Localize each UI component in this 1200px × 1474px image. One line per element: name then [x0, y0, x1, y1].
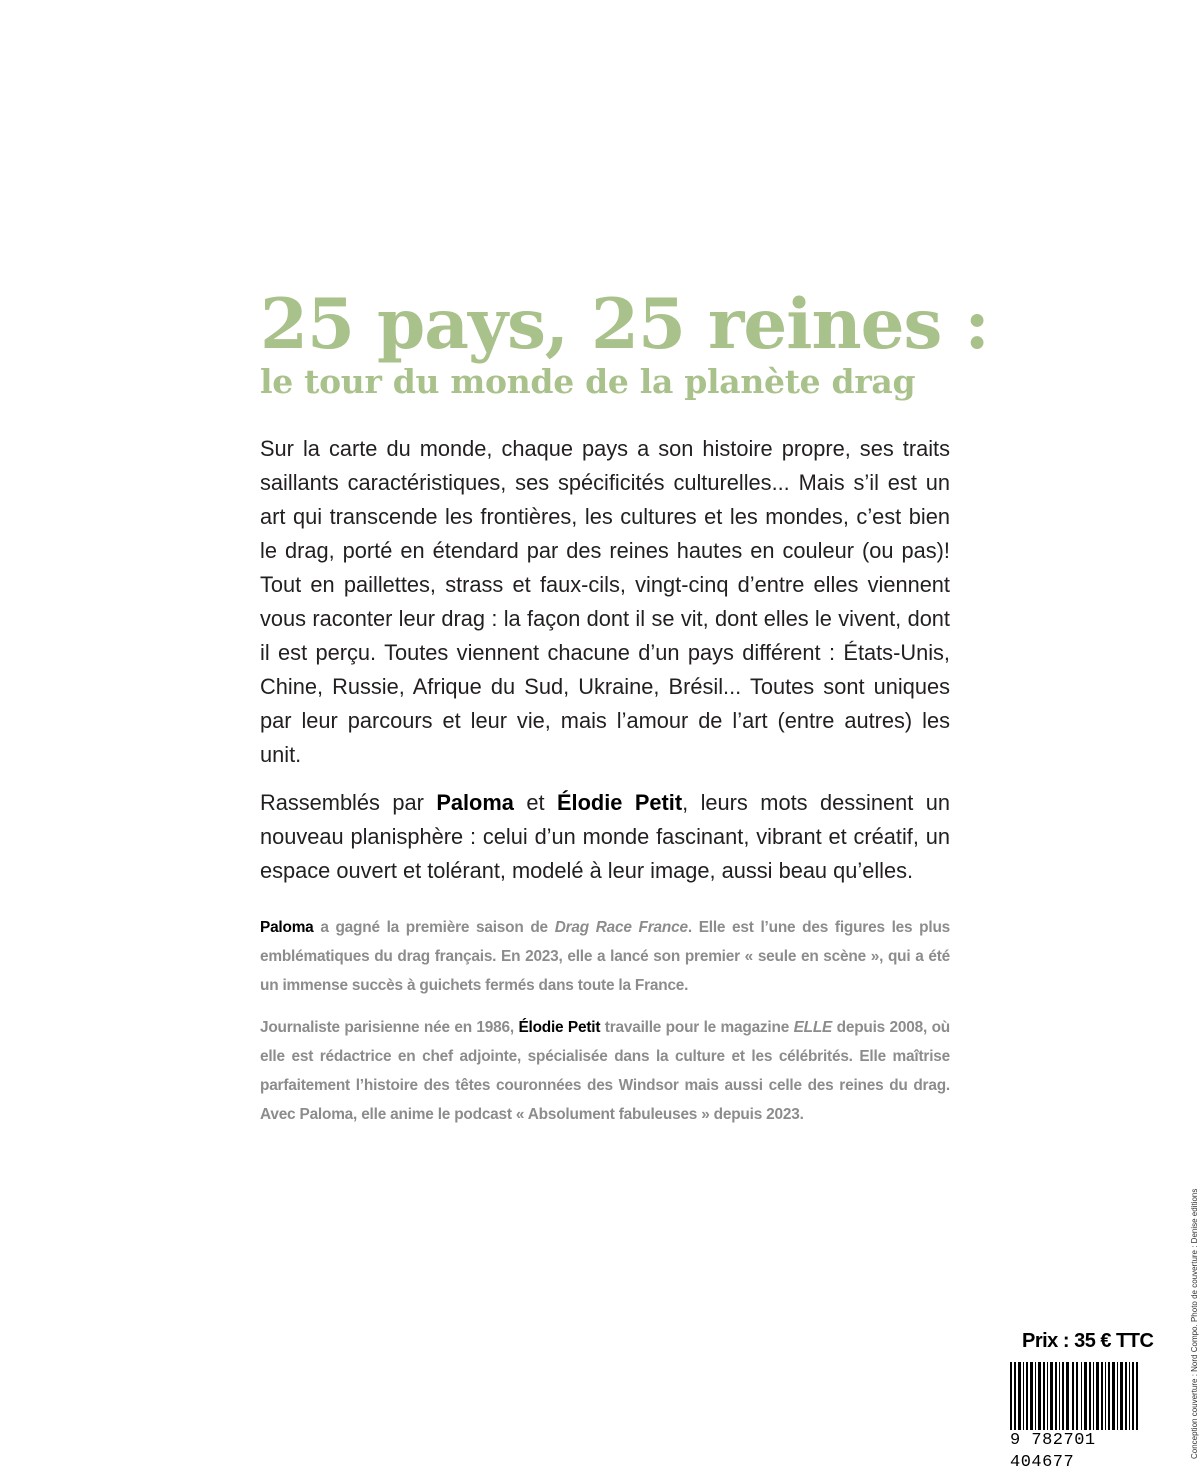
- blurb: [260, 432, 950, 902]
- author-elodie: Élodie Petit: [556, 790, 683, 815]
- bio-elodie-name: Élodie Petit: [518, 1019, 601, 1036]
- author-paloma: Paloma: [436, 790, 514, 815]
- bio-paloma-text1: a gagné la première saison de: [313, 919, 555, 936]
- bio-paloma-text2: . Elle est l’une des figures les plus emblématiques du drag français. En 2023, elle a lancé son premier « seule en scène », qui a été un immense succès à guichets fermés dans toute la France.: [260, 919, 951, 994]
- blurb-p2-before: Rassemblés par: [260, 790, 437, 815]
- bio-paloma: [260, 913, 950, 1000]
- bio-elodie-text3: depuis 2008, où elle est rédactrice en chef adjointe, spécialisée dans la culture et les célébrités. Elle maîtrise parfaitement l’histoire des têtes couronnées des Windsor mais aussi celle des reines du drag. Avec Paloma, elle anime le podcast « Absolument fabuleuses » depuis 2023.: [260, 1019, 950, 1123]
- blurb-paragraph-1: Sur la carte du monde, chaque pays a son histoire propre, ses traits saillants caractéristiques, ses spécificités culturelles... Mais s’il est un art qui transcende les frontières, les cultures et les mondes, c’est bien le drag, porté en étendard par des reines hautes en couleur (ou pas)! Tout en paillettes, strass et faux-cils, vingt-cinq d’entre elles viennent vous raconter leur drag : la façon dont il se vit, dont elles le vivent, dont il est perçu. Toutes viennent chacune d’un pays différent : États-Unis, Chine, Russie, Afrique du Sud, Ukraine, Brésil... Toutes sont uniques par leur parcours et leur vie, mais l’amour de l’art (entre autres) les unit.: [260, 436, 950, 767]
- book-title: 25 pays, 25 reines :: [260, 284, 989, 365]
- blurb-p2-after: , leurs mots dessinent un nouveau planisphère : celui d’un monde fascinant, vibrant et créatif, un espace ouvert et tolérant, modelé à leur image, aussi beau qu’elles.: [260, 790, 950, 883]
- isbn-number: 9 782701 404677: [1010, 1430, 1144, 1474]
- bio-elodie-text1: Journaliste parisienne née en 1986,: [260, 1019, 519, 1036]
- bio-paloma-show: Drag Race France: [554, 919, 688, 936]
- blurb-p2-and: et: [513, 790, 557, 815]
- bio-paloma-name: Paloma: [260, 919, 314, 936]
- title-block: [260, 282, 989, 401]
- blurb-paragraph-2: [260, 786, 950, 888]
- cover-credit: [1190, 1145, 1200, 1459]
- book-subtitle: le tour du monde de la planète drag: [260, 362, 916, 401]
- bio-elodie-text2: travaille pour le magazine: [600, 1019, 794, 1036]
- cover-credit-text: Conception couverture : Nord Compo. Photo de couverture : Denise editions: [1190, 1188, 1199, 1459]
- price-label: Prix : 35 € TTC: [1022, 1330, 1154, 1352]
- bio-elodie-magazine: ELLE: [793, 1019, 833, 1036]
- bio-elodie: [260, 1013, 950, 1129]
